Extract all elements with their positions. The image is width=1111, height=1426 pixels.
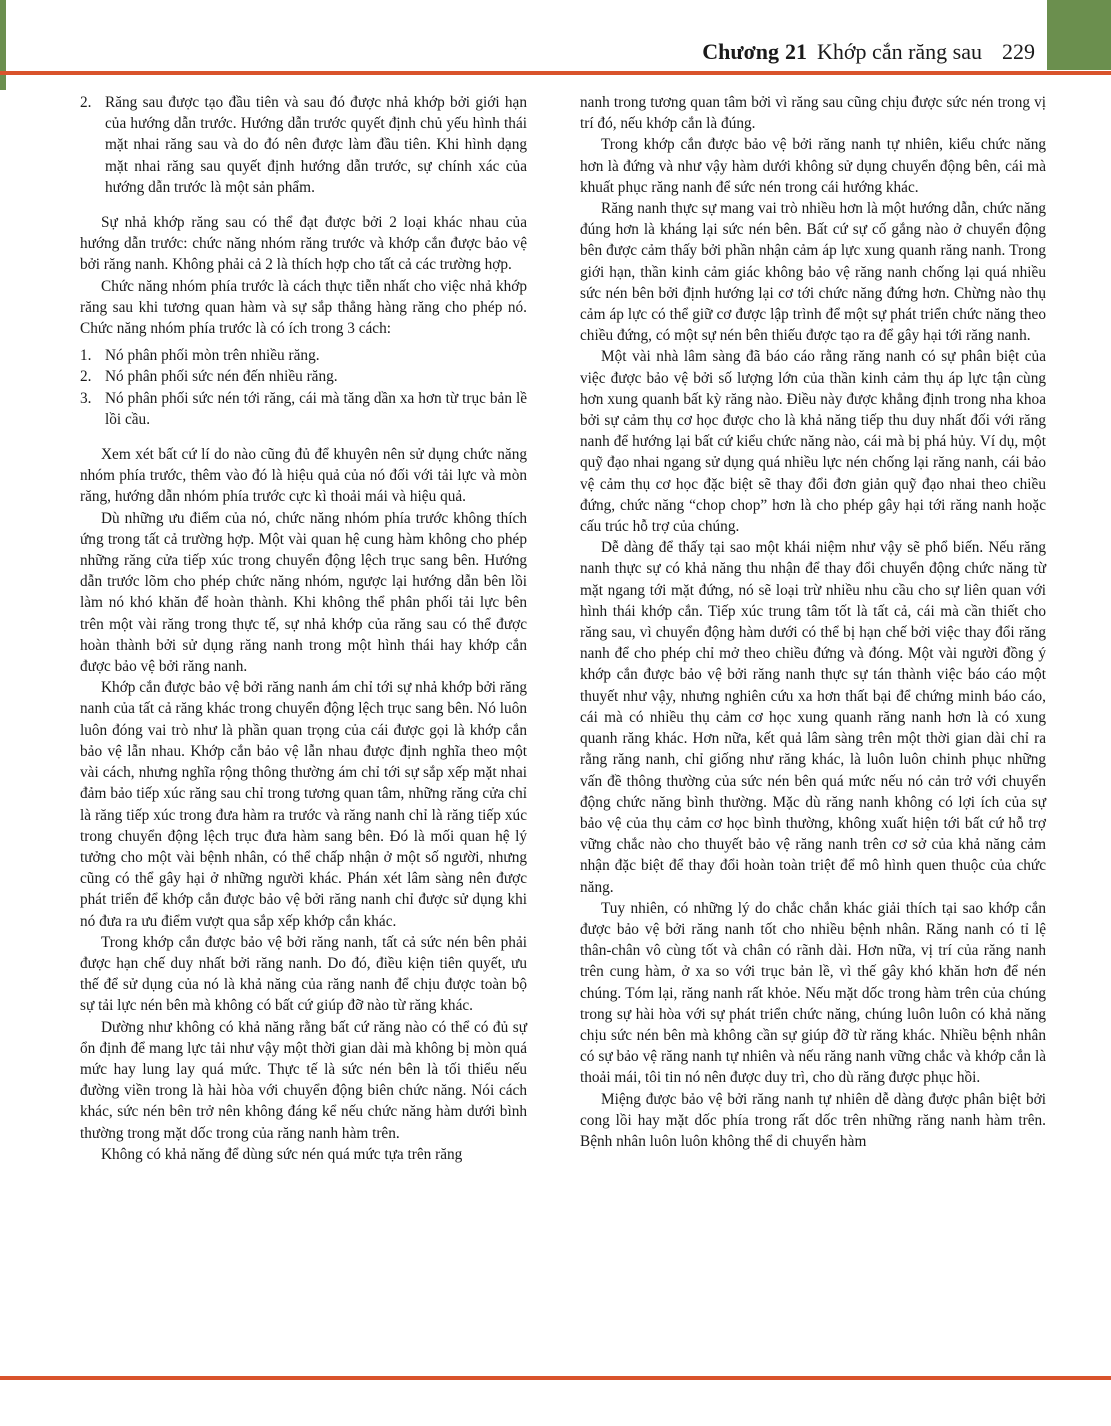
paragraph: Răng nanh thực sự mang vai trò nhiều hơn là một hướng dẫn, chức năng đúng hơn là kháng lại sức nén bên. Bất cứ sự cố gắng nào ở chuyển động bên được cảm thấy bởi phần nhận cảm áp lực xung quanh răng nanh. Trong giới hạn, thần kinh cảm giác không bảo vệ răng nanh chống lại quá nhiều sức nén bên bởi định hướng lại cơ tới chức năng đứng hơn. Chừng nào thụ cảm áp lực có thể giữ cơ được lập trình để một sự phát triển chức năng theo chiều đứng, có một sự nén bên thiếu được tạo ra để gây hại tới răng nanh. [580, 200, 1046, 345]
list-item [80, 366, 527, 387]
list-text: Nó phân phối sức nén tới răng, cái mà tăng dần xa hơn từ trục bản lề lồi cầu. [105, 389, 527, 428]
paragraph: Chức năng nhóm phía trước là cách thực tiễn nhất cho việc nhả khớp răng sau khi tương quan hàm và sự sắp thẳng hàng răng cho phép nó. Chức năng nhóm phía trước là có ích trong 3 cách: [80, 277, 527, 338]
paragraph: Không có khả năng để dùng sức nén quá mức tựa trên răng [101, 1145, 463, 1163]
continued-list [80, 92, 527, 198]
paragraph: Trong khớp cắn được bảo vệ bởi răng nanh tự nhiên, kiểu chức năng hơn là đứng và như vậy hàm dưới không sử dụng chuyển động bên, cái mà khuất phục răng nanh để sức nén trong cái hướng khác. [580, 136, 1046, 196]
list-text: Nó phân phối sức nén đến nhiều răng. [105, 368, 338, 386]
paragraph: Tuy nhiên, có những lý do chắc chắn khác giải thích tại sao khớp cắn được bảo vệ bởi răng nanh tốt cho nhiều bệnh nhân. Răng nanh có tỉ lệ thân-chân vô cùng tốt và chân có rãnh dài. Hơn nữa, vị trí của răng nanh trên cung hàm, ở xa so với trục bản lề, vì thế gây khó khăn hơn để nén chúng. Tóm lại, răng nanh rất khỏe. Nếu mặt dốc trong hàm trên của chúng trong sự hài hòa với sự phát triển chức năng, chúng luôn luôn có khả năng chịu sức nén bên mà không cần sự giúp đỡ từ răng khác. Nhiều bệnh nhân có sự bảo vệ răng nanh tự nhiên và nếu răng nanh vững chắc và khớp cắn là thoải mái, tôi tin nó nên được duy trì, cho dù răng được phục hồi. [580, 899, 1046, 1087]
page-number: 229 [1002, 39, 1035, 64]
chapter-label: Chương [702, 39, 780, 64]
paragraph: Xem xét bất cứ lí do nào cũng đủ để khuyên nên sử dụng chức năng nhóm phía trước, thêm vào đó là hiệu quả của nó đối với tải lực và mòn răng, hướng dẫn nhóm phía trước cực kì thoải mái và hiệu quả. [80, 446, 527, 506]
list-number: 1. [80, 347, 92, 365]
header-rule [0, 71, 1111, 75]
paragraph: Dễ dàng để thấy tại sao một khái niệm như vậy sẽ phổ biến. Nếu răng nanh thực sự có khả năng thu nhận để thay đổi chuyển động chức năng từ mặt ngang tới mặt đứng, nó sẽ loại trừ nhiều nhu cầu cho sự liên quan với hình thái khớp cắn. Tiếp xúc trung tâm tốt là tất cả, cái mà cần thiết cho răng sau, vì chuyển động hàm dưới có thể bị hạn chế bởi việc thay đổi răng nanh để cho phép chỉ mở theo chiều đứng và đóng. Một vài người đồng ý khớp cắn được bảo vệ bởi răng nanh thực sự tán thành việc báo cáo một thuyết như vậy, nhưng nghiên cứu xa hơn thất bại để chứng minh báo cáo, cái mà có nhiều thụ cảm cơ học xung quanh răng nanh hơn là có xung quanh răng khác. Hơn nữa, kết quả lâm sàng trên một thời gian dài chỉ ra rằng răng nanh, chỉ giống như răng khác, là luôn luôn chinh phục những vấn đề thông thường của sức nén bên quá mức nếu nó cản trở với chuyển động chức năng bình thường. Mặc dù răng nanh không có lợi ích của sự bảo vệ của thụ cảm cơ học bình thường, không xuất hiện tới bất cứ hỗ trợ vững chắc nào cho thuyết bảo vệ răng nanh trên cơ sở của khả năng cảm nhận đặc biệt để thay đổi hoàn toàn triệt để mô hình quen thuộc của chức năng. [580, 539, 1046, 896]
paragraph: Khớp cắn được bảo vệ bởi răng nanh ám chỉ tới sự nhả khớp bởi răng nanh của tất cả răng khác trong chuyển động lệch trục sang bên. Nó luôn luôn đóng vai trò như là phần quan trọng của cái được gọi là khớp cắn bảo vệ lẫn nhau. Khớp cắn bảo vệ lẫn nhau được định nghĩa theo một vài cách, nhưng nghĩa rộng thông thường ám chỉ tới sự sắp xếp mặt nhai đảm bảo tiếp xúc răng sau chỉ trong tương quan tâm, những răng cửa chỉ là răng tiếp xúc trong đưa hàm ra trước và răng nanh chỉ là răng tiếp xúc trong chuyển động lệch trục đưa hàm sang bên. Đó là mối quan hệ lý tưởng cho một vài bệnh nhân, có thể chấp nhận ở một số người, nhưng cũng có thể gây hại ở những người khác. Phán xét lâm sàng nên được phát triển để khớp cắn được bảo vệ bởi răng nanh chỉ được sử dụng khi nó đưa ra ưu điểm vượt qua sắp xếp khớp cắn khác. [80, 679, 527, 930]
list-item [80, 345, 527, 366]
paragraph: Dường như không có khả năng rằng bất cứ răng nào có thể có đủ sự ổn định để mang lực tải như vậy một thời gian dài mà không bị mòn quá mức hay lung lay quá mức. Thực tế là sức nén bên là tối thiểu nếu đường viền trong là hài hòa với chuyển động biên chức năng. Nói cách khác, sức nén bên trở nên không đáng kể nếu chức năng hàm dưới bình thường trong mặt dốc trong của răng nanh hàm trên. [80, 1018, 527, 1142]
list-number: 2. [80, 94, 92, 111]
list-number: 2. [80, 368, 92, 386]
paragraph: nanh trong tương quan tâm bởi vì răng sau cũng chịu được sức nén trong vị trí đó, nếu khớp cắn là đúng. [580, 94, 1046, 133]
header-text [702, 38, 1035, 66]
left-column [80, 92, 527, 1165]
list-text: Răng sau được tạo đầu tiên và sau đó được nhả khớp bởi giới hạn của hướng dẫn trước. Hướng dẫn trước quyết định chủ yếu hình thái mặt nhai răng sau và do đó nên được làm đầu tiên. Khi hình dạng mặt nhai răng sau quyết định hướng dẫn trước, sự chính xác của hướng dẫn trước là một sản phẩm. [105, 94, 527, 196]
list-number: 3. [80, 389, 92, 407]
list-item [80, 92, 527, 198]
footer-rule [0, 1376, 1111, 1380]
chapter-title: Khớp cắn răng sau [817, 39, 982, 64]
paragraph: Sự nhả khớp răng sau có thể đạt được bởi 2 loại khác nhau của hướng dẫn trước: chức năng nhóm răng trước và khớp cắn được bảo vệ bởi răng nanh. Không phải cả 2 là thích hợp cho tất cả các trường hợp. [80, 214, 527, 274]
paragraph: Một vài nhà lâm sàng đã báo cáo rằng răng nanh có sự phân biệt của việc được bảo vệ bởi số lượng lớn của thần kinh cảm thụ áp lực tận cùng hơn xung quanh bất kỳ răng nào. Điều này được khẳng định trong nha khoa bởi sự cảm thụ cơ học được cho là khả năng tiếp thu duy nhất đối với răng nanh để hướng lại bất cứ kiểu chức năng nào, cái mà bị phá hủy. Ví dụ, một quỹ đạo nhai ngang sử dụng quá nhiều lực nén chống lại răng nanh, cái bảo vệ cảm thụ cơ học đặc biệt sẽ thay đổi đơn giản quỹ đạo nhai theo chiều đứng, chức năng “chop chop” hơn là cho phép gây hại tới răng nanh hoặc cấu trúc hỗ trợ của chúng. [580, 348, 1046, 536]
paragraph: Miệng được bảo vệ bởi răng nanh tự nhiên dễ dàng được phân biệt bởi cong lồi hay mặt dốc phía trong rất dốc trên những răng nanh hàm trên. Bệnh nhân luôn luôn không thể di chuyển hàm [580, 1090, 1046, 1150]
running-header [0, 0, 1111, 74]
numbered-list [80, 345, 527, 430]
paragraph: Trong khớp cắn được bảo vệ bởi răng nanh, tất cả sức nén bên phải được hạn chế duy nhất bởi răng nanh. Do đó, điều kiện tiên quyết, ưu thế để sử dụng của nó là khả năng của răng nanh để chịu được toàn bộ sự tải lực nén bên mà không có bất cứ giúp đỡ nào từ răng khác. [80, 933, 527, 1015]
list-text: Nó phân phối mòn trên nhiều răng. [105, 347, 320, 365]
header-color-block [1047, 0, 1111, 70]
chapter-number: 21 [785, 39, 808, 64]
right-column [580, 92, 1046, 1152]
paragraph: Dù những ưu điểm của nó, chức năng nhóm phía trước không thích ứng trong tất cả trường hợp. Một vài quan hệ cung hàm không cho phép những răng cửa tiếp xúc trong chuyển động lệch trục sang bên. Hướng dẫn trước lõm cho phép chức năng nhóm, ngược lại hướng dẫn bên lồi làm nó khó khăn để hoàn thành. Khi không thể phân phối tải lực bên trên một vài răng trong thực tế, sự nhả khớp của răng sau có thể được hoàn thành bởi sử dụng răng nanh trong một hình thái hay khớp cắn được bảo vệ bởi răng nanh. [80, 509, 527, 676]
list-item [80, 388, 527, 430]
